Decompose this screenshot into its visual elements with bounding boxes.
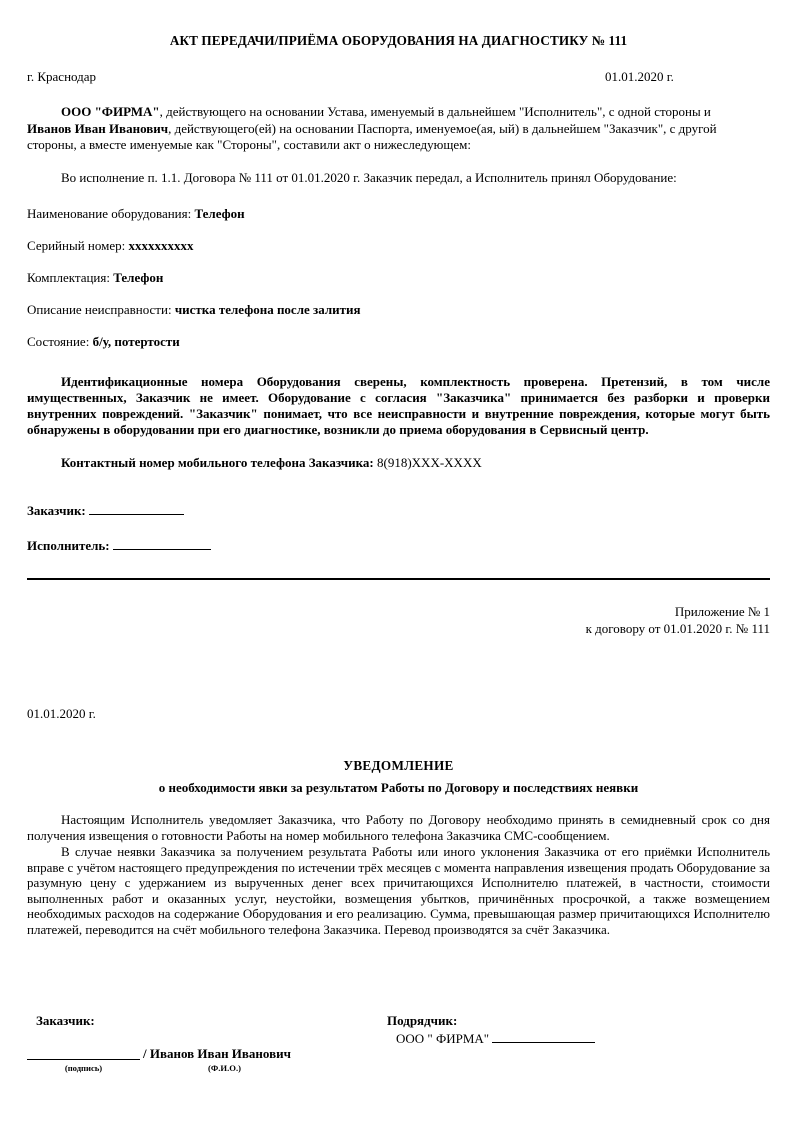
appendix-number: Приложение № 1 [674, 604, 770, 619]
signature-line-contractor[interactable] [113, 549, 211, 550]
notice-heading: УВЕДОМЛЕНИЕ [343, 758, 454, 773]
field-row [27, 334, 770, 366]
bottom-signature-line-customer[interactable] [27, 1059, 140, 1060]
bottom-caption-signature: (подпись) [64, 1063, 103, 1073]
bottom-label-customer: Заказчик: [36, 1013, 95, 1028]
notice-heading-block [27, 758, 770, 795]
bottom-customer-signature-row [27, 1046, 387, 1075]
bottom-caption-fullname: (Ф.И.О.) [208, 1063, 241, 1073]
bottom-signature-contractor [387, 1013, 717, 1046]
bottom-label-contractor: Подрядчик: [387, 1013, 458, 1028]
field-label: Комплектация: [27, 270, 110, 285]
bottom-contractor-company: ООО " ФИРМА" [396, 1030, 490, 1046]
bottom-signature-block [27, 1013, 770, 1093]
preamble-line1-rest: , действующего на основании Устава, именуемый в дальнейшем "Исполнитель", с одной стороны и [159, 104, 711, 119]
field-row [27, 270, 770, 302]
appendix-date-text: 01.01.2020 г. [27, 706, 96, 721]
field-row [27, 206, 770, 238]
notice-body [27, 812, 770, 937]
contact-phone-row [27, 455, 770, 471]
section-divider [27, 578, 770, 580]
city-label: г. Краснодар [27, 69, 97, 84]
bottom-signature-customer [36, 1013, 95, 1029]
preamble-company: ООО "ФИРМА" [61, 104, 160, 119]
appendix-contract-ref: к договору от 01.01.2020 г. № 111 [585, 620, 770, 636]
field-row [27, 238, 770, 270]
field-value: Телефон [194, 206, 245, 221]
bottom-customer-name: / Иванов Иван Иванович [143, 1046, 291, 1061]
notice-paragraph-1: Настоящим Исполнитель уведомляет Заказчика, что Работу по Договору необходимо принять в семидневный срок со дня получения извещения о готовности Работы на номер мобильного телефона Заказчика СМС-сообщением. [27, 812, 770, 843]
preamble-person: Иванов Иван Иванович [27, 120, 169, 136]
signature-row-contractor [27, 538, 770, 554]
signature-label-customer: Заказчик: [27, 503, 86, 518]
field-label: Состояние: [27, 334, 90, 349]
signature-row-customer [27, 503, 770, 519]
field-label: Серийный номер: [27, 238, 126, 253]
appendix-header [27, 604, 770, 636]
document-date: 01.01.2020 г. [605, 69, 674, 84]
field-value: б/у, потертости [92, 334, 180, 349]
appendix-date [27, 706, 770, 722]
execution-clause [27, 170, 770, 186]
field-label: Описание неисправности: [27, 302, 172, 317]
equipment-fields [27, 206, 770, 366]
field-row [27, 302, 770, 334]
signature-line-customer[interactable] [89, 514, 184, 515]
field-value: xxxxxxxxxx [128, 238, 194, 253]
notice-subheading: о необходимости явки за результатом Работы по Договору и последствиях неявки [158, 779, 639, 795]
document-title [27, 33, 770, 49]
preamble-line3: стороны, а вместе именуемые как "Стороны", составили акт о нижеследующем: [27, 137, 471, 152]
preamble-block [27, 104, 770, 153]
document-title-text: АКТ ПЕРЕДАЧИ/ПРИЁМА ОБОРУДОВАНИЯ НА ДИАГНОСТИКУ № 111 [169, 33, 628, 48]
preamble-line2-rest: , действующего(ей) на основании Паспорта, именуемое(ая, ый) в дальнейшем "Заказчик", с другой [168, 120, 717, 136]
disclaimer-block [27, 374, 770, 438]
field-label: Наименование оборудования: [27, 206, 192, 221]
contact-phone-value: 8(918)XXX-XXXX [377, 455, 482, 470]
bottom-signature-line-contractor[interactable] [492, 1042, 595, 1043]
field-value: Телефон [113, 270, 164, 285]
disclaimer-text: Идентификационные номера Оборудования сверены, комплектность проверена. Претензий, в том числе имущественных, Заказчик не имеет. Оборудование с согласия "Заказчика" принимается без разборки и проверки внутренних повреждений. "Заказчик" понимает, что все неисправности и внутренние повреждения, которые могут быть обнаружены в оборудовании при его диагностике, возникли до приема оборудования в Сервисный центр. [27, 374, 770, 437]
city-date-row [27, 69, 770, 85]
contact-phone-label: Контактный номер мобильного телефона Заказчика: [61, 455, 374, 470]
notice-paragraph-2: В случае неявки Заказчика за получением результата Работы или иного уклонения Заказчика от его приёмки Исполнитель вправе с учётом настоящего предупреждения по истечении трёх месяцев с момента направления извещения продать Оборудование за разумную цену с удержанием из вырученных денег всех причитающихся Исполнителю платежей, в частности, стоимости выполненных работ и оказанных услуг, неустойки, возмещения убытков, причинённых просрочкой, а также возмещением необходимых расходов на содержание Оборудования и его реализацию. Сумма, превышающая размер причитающихся Исполнителю платежей, переводится на счёт мобильного телефона Заказчика. Перевод производятся за счёт Заказчика. [27, 844, 770, 937]
field-value: чистка телефона после залития [174, 302, 361, 317]
signature-label-contractor: Исполнитель: [27, 538, 110, 553]
execution-clause-text: Во исполнение п. 1.1. Договора № 111 от 01.01.2020 г. Заказчик передал, а Исполнитель принял Оборудование: [61, 170, 677, 185]
